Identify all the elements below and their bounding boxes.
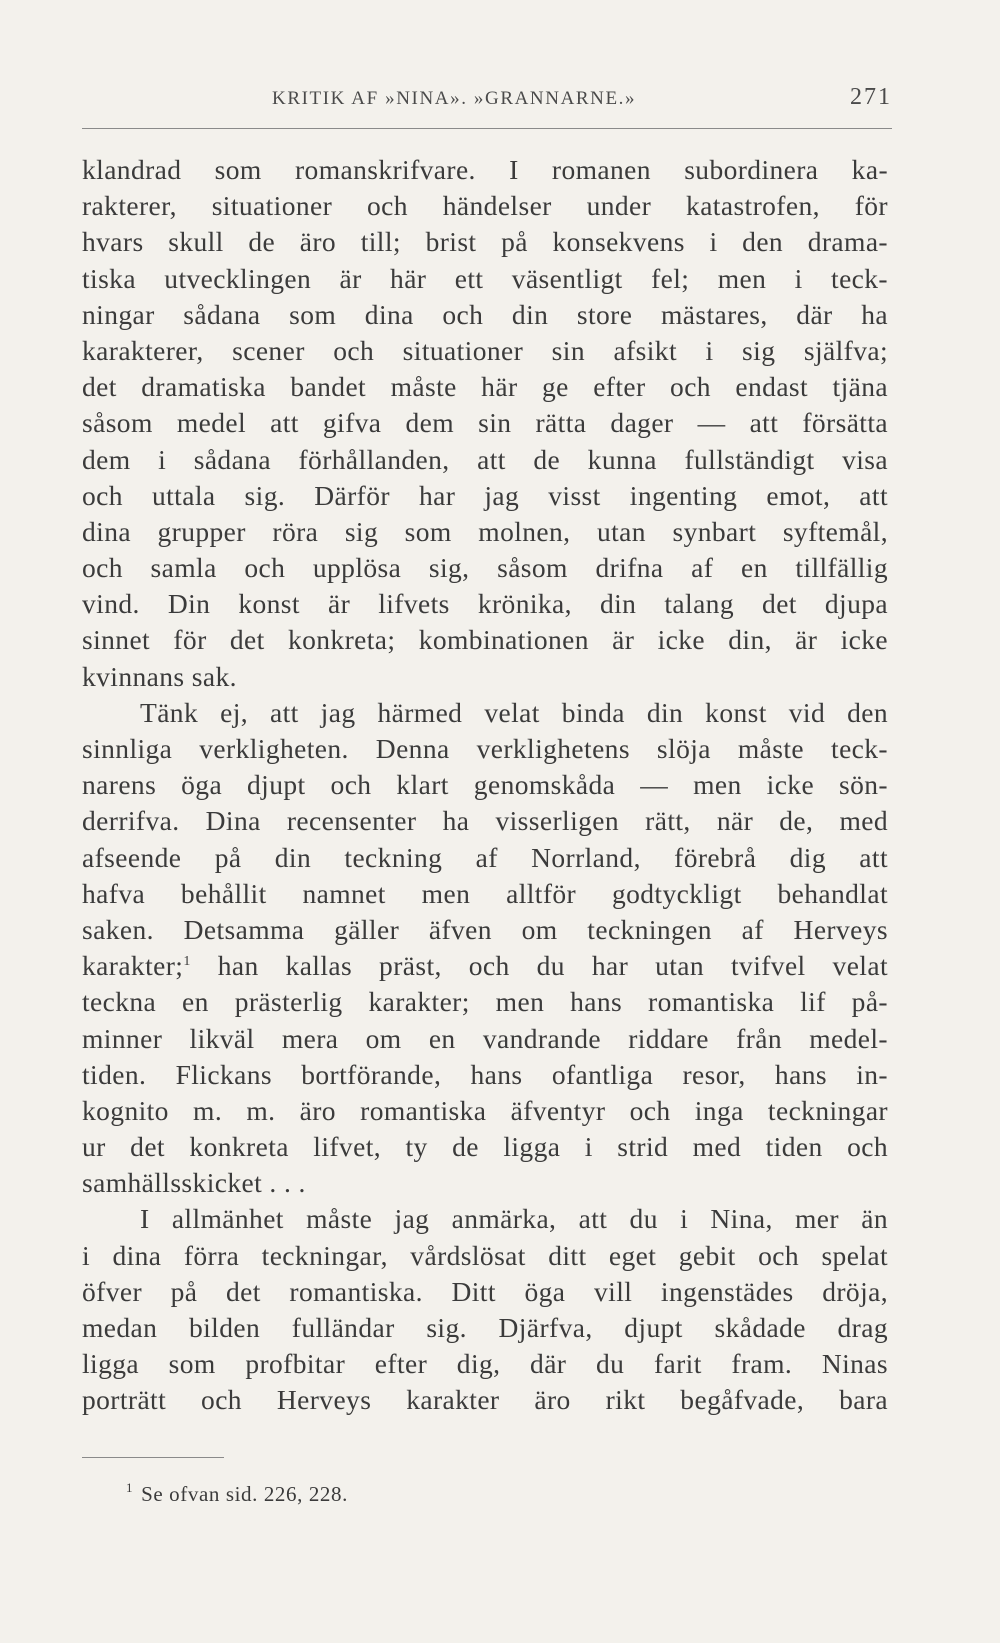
text-line: porträtt och Herveys karakter äro rikt begåfvade, bara	[82, 1384, 888, 1416]
text-line: kvinnans sak.	[82, 660, 237, 692]
text-line: sinnet för det konkreta; kombinationen är icke din, är icke	[82, 624, 888, 656]
text-line: vind. Din konst är lifvets krönika, din talang det djupa	[82, 588, 888, 620]
header-rule	[82, 128, 892, 129]
text-line: i dina förra teckningar, vårdslösat ditt eget gebit och spelat	[82, 1239, 888, 1271]
text-line: tiska utvecklingen är här ett väsentligt fel; men i teck-	[82, 262, 888, 294]
text-line: ningar sådana som dina och din store mästares, där ha	[82, 298, 888, 330]
text-line: hafva behållit namnet men alltför godtyckligt behandlat	[82, 877, 888, 909]
text-line: öfver på det romantiska. Ditt öga vill ingenstädes dröja,	[82, 1275, 888, 1307]
text-line: hvars skull de äro till; brist på konsekvens i den drama-	[82, 226, 888, 258]
text-line: samhällsskicket . . .	[82, 1167, 306, 1199]
text-line: rakterer, situationer och händelser under katastrofen, för	[82, 190, 888, 222]
running-head	[82, 84, 892, 124]
footnote-text: Se ofvan sid. 226, 228.	[141, 1482, 348, 1506]
text-line: tiden. Flickans bortförande, hans ofantliga resor, hans in-	[82, 1058, 888, 1090]
text-line: kognito m. m. äro romantiska äfventyr och inga teckningar	[82, 1094, 888, 1126]
page-number: 271	[850, 84, 892, 110]
text-fragment: karakter;	[82, 950, 184, 982]
text-line: teckna en prästerlig karakter; men hans romantiska lif på-	[82, 986, 888, 1018]
text-line: minner likväl mera om en vandrande riddare från medel-	[82, 1022, 888, 1054]
text-line-with-note	[82, 948, 888, 984]
text-line: ur det konkreta lifvet, ty de ligga i strid med tiden och	[82, 1131, 888, 1163]
running-title: KRITIK AF »NINA». »GRANNARNE.»	[272, 88, 637, 109]
text-line: ligga som profbitar efter dig, där du farit fram. Ninas	[82, 1348, 888, 1380]
text-line: I allmänhet måste jag anmärka, att du i Nina, mer än	[140, 1203, 888, 1235]
footnote-reference: 1	[183, 953, 191, 969]
body-text	[82, 152, 888, 1419]
footnote-marker: 1	[126, 1480, 134, 1495]
text-line: klandrad som romanskrifvare. I romanen subordinera ka-	[82, 154, 888, 185]
text-line: det dramatiska bandet måste här ge efter och endast tjäna	[82, 371, 888, 403]
text-line: derrifva. Dina recensenter ha visserligen rätt, när de, med	[82, 805, 888, 837]
text-line: sinnliga verkligheten. Denna verklighetens slöja måste teck-	[82, 733, 888, 764]
text-line: och uttala sig. Därför har jag visst ingenting emot, att	[82, 479, 888, 511]
text-line: saken. Detsamma gäller äfven om teckningen af Herveys	[82, 913, 888, 945]
text-line: medan bilden fulländar sig. Djärfva, djupt skådade drag	[82, 1312, 888, 1343]
text-line: Tänk ej, att jag härmed velat binda din konst vid den	[140, 696, 888, 728]
text-fragment: han kallas präst, och du har utan tvifvel velat	[190, 950, 888, 982]
text-line: såsom medel att gifva dem sin rätta dager — att försätta	[82, 407, 888, 439]
footnote-rule	[82, 1457, 224, 1458]
text-line: dina grupper röra sig som molnen, utan synbart syftemål,	[82, 515, 888, 547]
text-line: och samla och upplösa sig, såsom drifna af en tillfällig	[82, 552, 888, 584]
text-line: dem i sådana förhållanden, att de kunna fullständigt visa	[82, 443, 888, 475]
text-line: afseende på din teckning af Norrland, förebrå dig att	[82, 841, 888, 873]
text-line: karakterer, scener och situationer sin afsikt i sig själfva;	[82, 334, 888, 366]
text-line: narens öga djupt och klart genomskåda — men icke sön-	[82, 769, 888, 801]
footnote	[126, 1482, 348, 1507]
